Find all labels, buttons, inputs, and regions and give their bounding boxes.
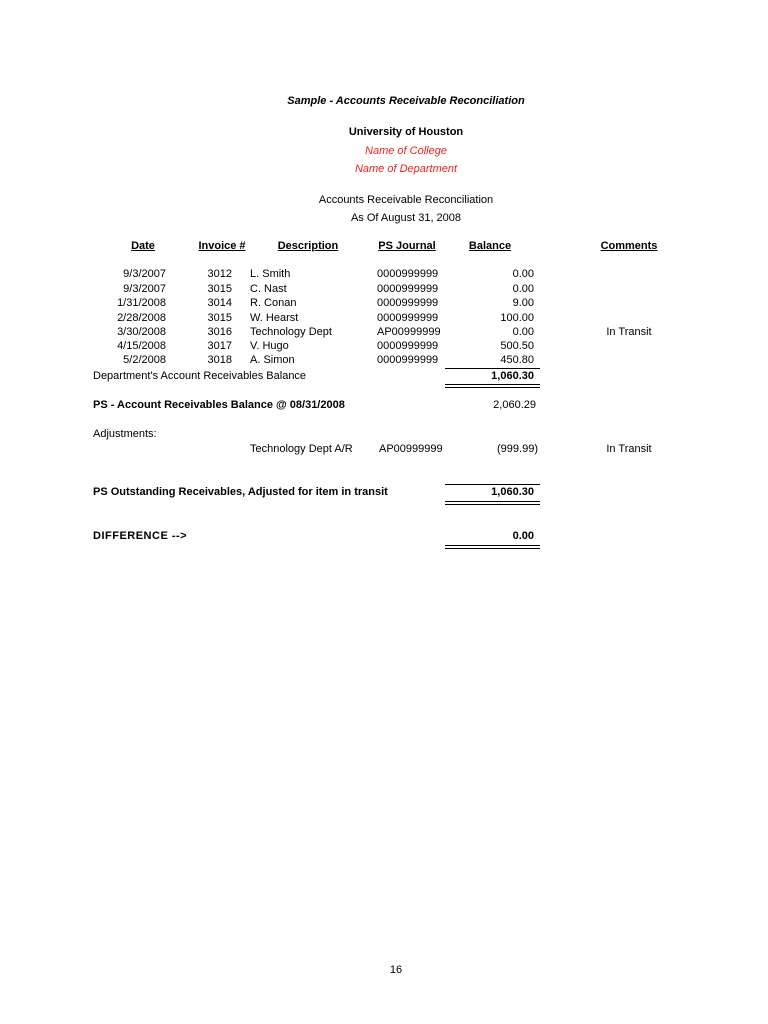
row-description: W. Hearst bbox=[250, 312, 299, 324]
total-double-rule-bottom bbox=[445, 387, 540, 388]
row-date: 5/2/2008 bbox=[123, 354, 166, 366]
row-invoice: 3018 bbox=[207, 354, 232, 366]
row-balance: 450.80 bbox=[500, 354, 534, 366]
row-description: C. Nast bbox=[250, 283, 287, 295]
row-date: 3/30/2008 bbox=[117, 326, 166, 338]
row-invoice: 3012 bbox=[207, 268, 232, 280]
difference-value: 0.00 bbox=[512, 530, 534, 542]
row-balance: 9.00 bbox=[512, 297, 534, 309]
row-date: 4/15/2008 bbox=[117, 340, 166, 352]
ps-balance-label: PS - Account Receivables Balance @ 08/31/2008 bbox=[93, 399, 345, 411]
difference-double-rule-bottom bbox=[445, 548, 540, 549]
row-invoice: 3017 bbox=[207, 340, 232, 352]
subtotal-rule bbox=[445, 368, 540, 369]
outstanding-double-rule-bottom bbox=[445, 504, 540, 505]
row-invoice: 3014 bbox=[207, 297, 232, 309]
difference-label: DIFFERENCE --> bbox=[93, 530, 188, 542]
row-balance: 0.00 bbox=[512, 326, 534, 338]
header-ps-journal: PS Journal bbox=[378, 240, 436, 252]
row-invoice: 3015 bbox=[207, 312, 232, 324]
total-double-rule-top bbox=[445, 384, 540, 385]
dept-balance-value: 1,060.30 bbox=[491, 370, 534, 382]
ps-outstanding-value: 1,060.30 bbox=[491, 486, 534, 498]
difference-double-rule-top bbox=[445, 545, 540, 546]
row-journal: AP00999999 bbox=[377, 326, 441, 338]
row-journal: 0000999999 bbox=[377, 340, 439, 352]
department-name: Name of Department bbox=[354, 163, 458, 175]
university-name: University of Houston bbox=[348, 126, 464, 138]
ps-outstanding-label: PS Outstanding Receivables, Adjusted for item in transit bbox=[93, 486, 388, 498]
adjustment-value: (999.99) bbox=[497, 443, 538, 455]
header-invoice: Invoice # bbox=[198, 240, 246, 252]
row-comment: In Transit bbox=[606, 326, 652, 338]
adjustment-description: Technology Dept A/R bbox=[250, 443, 353, 455]
report-title: Accounts Receivable Reconciliation bbox=[318, 194, 494, 206]
row-invoice: 3015 bbox=[207, 283, 232, 295]
row-journal: 0000999999 bbox=[377, 354, 439, 366]
row-invoice: 3016 bbox=[207, 326, 232, 338]
row-balance: 500.50 bbox=[500, 340, 534, 352]
row-date: 2/28/2008 bbox=[117, 312, 166, 324]
row-balance: 0.00 bbox=[512, 268, 534, 280]
row-description: L. Smith bbox=[250, 268, 291, 280]
row-journal: 0000999999 bbox=[377, 268, 439, 280]
row-balance: 0.00 bbox=[512, 283, 534, 295]
adjustment-journal: AP00999999 bbox=[379, 443, 443, 455]
header-balance: Balance bbox=[468, 240, 512, 252]
row-description: Technology Dept bbox=[250, 326, 332, 338]
row-description: R. Conan bbox=[250, 297, 297, 309]
row-date: 9/3/2007 bbox=[123, 283, 166, 295]
row-journal: 0000999999 bbox=[377, 283, 439, 295]
sample-title: Sample - Accounts Receivable Reconciliation bbox=[287, 95, 525, 107]
outstanding-double-rule-top bbox=[445, 501, 540, 502]
row-journal: 0000999999 bbox=[377, 297, 439, 309]
row-date: 9/3/2007 bbox=[123, 268, 166, 280]
row-description: V. Hugo bbox=[250, 340, 289, 352]
header-comments: Comments bbox=[600, 240, 658, 252]
header-description: Description bbox=[277, 240, 339, 252]
row-journal: 0000999999 bbox=[377, 312, 439, 324]
as-of-date: As Of August 31, 2008 bbox=[350, 212, 462, 224]
page-number: 16 bbox=[389, 964, 403, 976]
row-description: A. Simon bbox=[250, 354, 295, 366]
row-date: 1/31/2008 bbox=[117, 297, 166, 309]
row-balance: 100.00 bbox=[500, 312, 534, 324]
adjustment-comment: In Transit bbox=[606, 443, 652, 455]
header-date: Date bbox=[131, 240, 155, 252]
ps-balance-value: 2,060.29 bbox=[493, 399, 536, 411]
college-name: Name of College bbox=[365, 145, 447, 157]
outstanding-top-rule bbox=[445, 484, 540, 485]
adjustments-label: Adjustments: bbox=[93, 428, 157, 440]
dept-balance-label: Department's Account Receivables Balance bbox=[93, 370, 307, 382]
